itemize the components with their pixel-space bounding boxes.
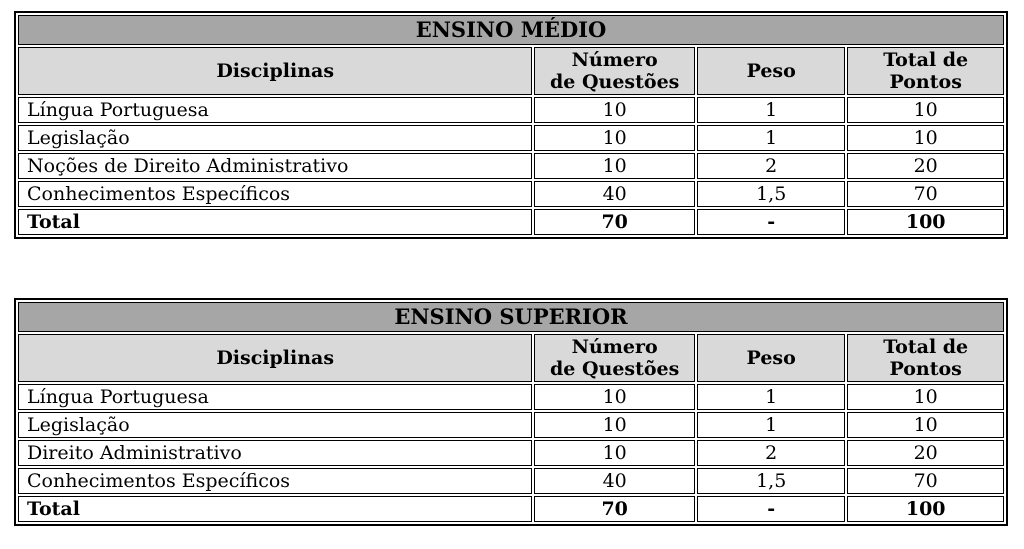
total-questoes: 70: [534, 209, 695, 235]
cell-pontos: 70: [847, 181, 1004, 207]
cell-disciplina: Língua Portuguesa: [18, 384, 532, 410]
cell-disciplina: Legislação: [18, 125, 532, 151]
total-row: [18, 209, 1004, 235]
table-row: [18, 181, 1004, 207]
table-row: [18, 412, 1004, 438]
cell-peso: 1,5: [697, 468, 845, 494]
table-title: ENSINO SUPERIOR: [18, 302, 1004, 332]
total-pontos: 100: [847, 496, 1004, 522]
header-numero-line1: Número: [571, 49, 658, 71]
cell-peso: 1: [697, 384, 845, 410]
header-total-line1: Total de: [883, 49, 969, 71]
cell-disciplina: Conhecimentos Específicos: [18, 181, 532, 207]
cell-questoes: 10: [534, 440, 695, 466]
header-total-line2: Pontos: [889, 358, 962, 380]
cell-pontos: 20: [847, 440, 1004, 466]
table-row: [18, 468, 1004, 494]
table-row: [18, 153, 1004, 179]
total-peso: -: [697, 496, 845, 522]
cell-peso: 1,5: [697, 181, 845, 207]
table-row: [18, 125, 1004, 151]
cell-disciplina: Legislação: [18, 412, 532, 438]
cell-questoes: 10: [534, 97, 695, 123]
header-row: [18, 47, 1004, 95]
header-numero-line2: de Questões: [549, 358, 680, 380]
cell-pontos: 10: [847, 412, 1004, 438]
ensino-medio-table: [14, 11, 1008, 239]
cell-pontos: 10: [847, 97, 1004, 123]
cell-questoes: 10: [534, 153, 695, 179]
header-total-pontos: [847, 47, 1004, 95]
header-total-line1: Total de: [883, 336, 969, 358]
header-peso: Peso: [697, 334, 845, 382]
total-pontos: 100: [847, 209, 1004, 235]
cell-disciplina: Direito Administrativo: [18, 440, 532, 466]
table-row: [18, 440, 1004, 466]
cell-questoes: 10: [534, 412, 695, 438]
cell-peso: 1: [697, 97, 845, 123]
cell-disciplina: Noções de Direito Administrativo: [18, 153, 532, 179]
header-numero-questoes: [534, 334, 695, 382]
header-numero-line1: Número: [571, 336, 658, 358]
cell-peso: 2: [697, 153, 845, 179]
cell-questoes: 10: [534, 384, 695, 410]
header-peso: Peso: [697, 47, 845, 95]
cell-peso: 1: [697, 412, 845, 438]
total-label: Total: [18, 209, 532, 235]
total-label: Total: [18, 496, 532, 522]
header-row: [18, 334, 1004, 382]
cell-disciplina: Conhecimentos Específicos: [18, 468, 532, 494]
ensino-superior-table: [14, 298, 1008, 526]
cell-pontos: 70: [847, 468, 1004, 494]
header-numero-line2: de Questões: [549, 71, 680, 93]
cell-peso: 2: [697, 440, 845, 466]
cell-peso: 1: [697, 125, 845, 151]
table-title: ENSINO MÉDIO: [18, 15, 1004, 45]
cell-questoes: 10: [534, 125, 695, 151]
table-row: [18, 384, 1004, 410]
header-disciplinas: Disciplinas: [18, 47, 532, 95]
total-peso: -: [697, 209, 845, 235]
cell-pontos: 10: [847, 384, 1004, 410]
cell-questoes: 40: [534, 181, 695, 207]
total-row: [18, 496, 1004, 522]
header-total-line2: Pontos: [889, 71, 962, 93]
cell-disciplina: Língua Portuguesa: [18, 97, 532, 123]
cell-pontos: 20: [847, 153, 1004, 179]
cell-questoes: 40: [534, 468, 695, 494]
cell-pontos: 10: [847, 125, 1004, 151]
header-numero-questoes: [534, 47, 695, 95]
table-row: [18, 97, 1004, 123]
header-disciplinas: Disciplinas: [18, 334, 532, 382]
header-total-pontos: [847, 334, 1004, 382]
total-questoes: 70: [534, 496, 695, 522]
